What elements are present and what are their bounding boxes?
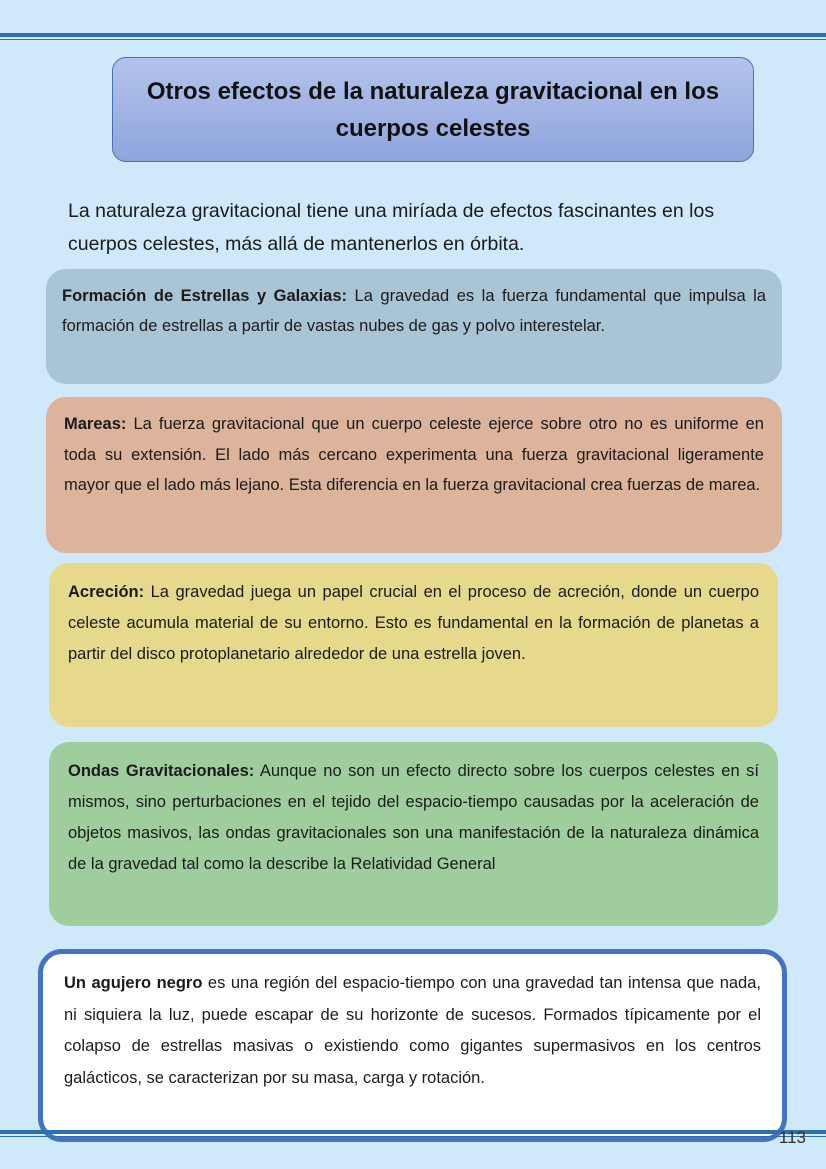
card-heading: Ondas Gravitacionales: <box>68 762 255 780</box>
card-text: La fuerza gravitacional que un cuerpo celeste ejerce sobre otro no es uniforme en toda su extensión. El lado más cercano experimenta una fuerza gravitacional ligeramente mayor que el lado más lejano. Esta diferencia en la fuerza gravitacional crea fuerzas de marea. <box>64 415 764 494</box>
card-gravitational-waves <box>49 742 778 926</box>
card-tides <box>46 397 782 553</box>
page-title: Otros efectos de la naturaleza gravitacional en los cuerpos celestes <box>146 77 720 142</box>
page-number: 113 <box>778 1128 806 1147</box>
card-text: Aunque no son un efecto directo sobre los cuerpos celestes en sí mismos, sino perturbaciones en el tejido del espacio-tiempo causadas por la aceleración de objetos masivos, las ondas gravitacionales son una manifestación de la naturaleza dinámica de la gravedad tal como la describe la Relatividad General <box>68 762 759 873</box>
bottom-rule <box>0 1130 826 1137</box>
intro-paragraph: La naturaleza gravitacional tiene una miríada de efectos fascinantes en los cuerpos celestes, más allá de mantenerlos en órbita. <box>68 200 715 255</box>
card-heading: Acreción: <box>68 583 145 601</box>
black-hole-heading: Un agujero negro <box>64 974 203 992</box>
black-hole-text: es una región del espacio-tiempo con una gravedad tan intensa que nada, ni siquiera la luz, puede escapar de su horizonte de sucesos. Formados típicamente por el colapso de estrellas masivas o existiendo como gigantes supermasivos en los centros galácticos, se caracterizan por su masa, carga y rotación. <box>64 974 761 1087</box>
card-heading: Mareas: <box>64 415 127 433</box>
card-text: La gravedad es la fuerza fundamental que impulsa la formación de estrellas a partir de vastas nubes de gas y polvo interestelar. <box>62 287 766 335</box>
card-heading: Formación de Estrellas y Galaxias: <box>62 287 348 305</box>
black-hole-box <box>38 949 787 1142</box>
card-accretion <box>49 563 778 727</box>
top-rule <box>0 33 826 40</box>
card-star-formation <box>46 269 782 384</box>
title-box <box>112 57 754 162</box>
card-text: La gravedad juega un papel crucial en el proceso de acreción, donde un cuerpo celeste acumula material de su entorno. Esto es fundamental en la formación de planetas a partir del disco protoplanetario alrededor de una estrella joven. <box>68 583 759 663</box>
